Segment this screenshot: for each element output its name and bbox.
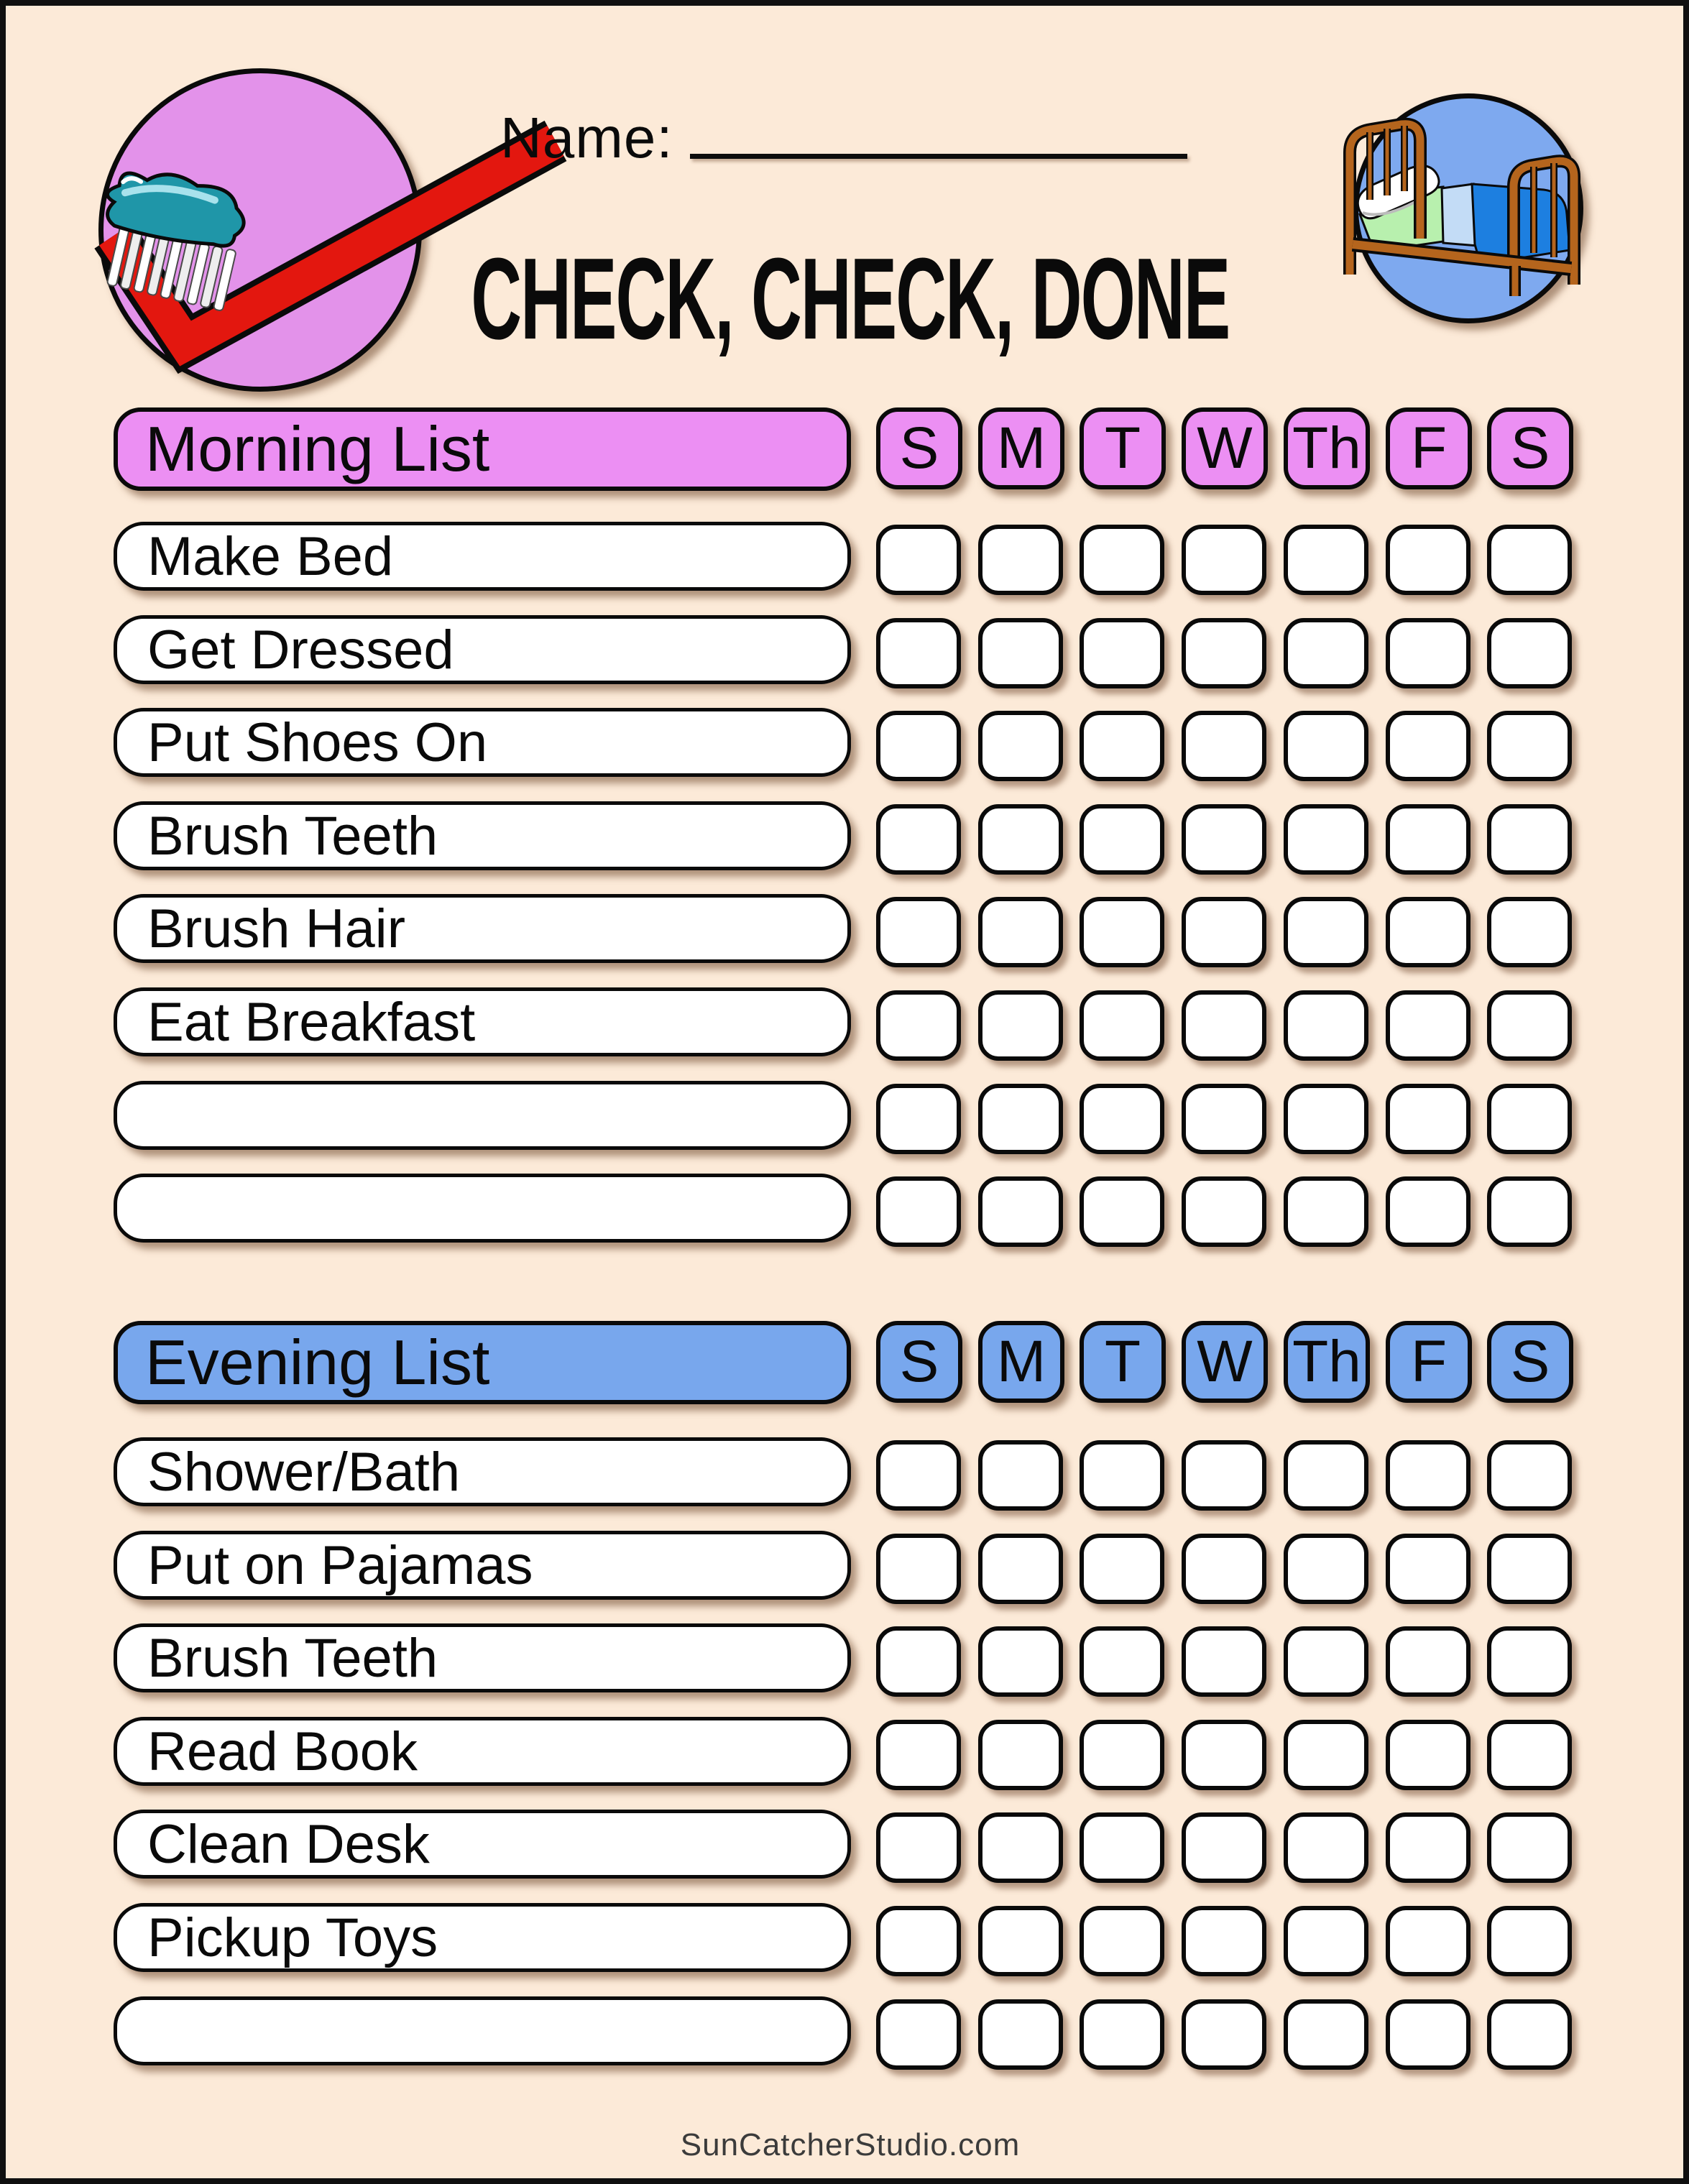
task-label: Make Bed	[147, 525, 394, 587]
evening-checkbox-F-row2[interactable]	[1386, 1534, 1471, 1604]
task-label: Read Book	[147, 1720, 418, 1782]
evening-checkbox-Th-row2[interactable]	[1284, 1534, 1368, 1604]
morning-checkbox-T-row7[interactable]	[1080, 1084, 1164, 1154]
morning-checkbox-W-row5[interactable]	[1182, 897, 1266, 967]
evening-checkbox-S-row4[interactable]	[876, 1720, 961, 1790]
morning-checkbox-S-row7[interactable]	[876, 1084, 961, 1154]
morning-checkbox-F-row7[interactable]	[1386, 1084, 1471, 1154]
morning-task-row	[114, 801, 851, 870]
page-title: CHECK, CHECK, DONE	[471, 234, 1230, 364]
morning-checkbox-S-row7[interactable]	[1487, 1084, 1572, 1154]
morning-checkbox-W-row8[interactable]	[1182, 1176, 1266, 1247]
morning-task-row	[114, 894, 851, 963]
morning-checkbox-M-row5[interactable]	[978, 897, 1063, 967]
morning-checkbox-T-row8[interactable]	[1080, 1176, 1164, 1247]
morning-checkbox-Th-row7[interactable]	[1284, 1084, 1368, 1154]
morning-checkbox-S-row5[interactable]	[1487, 897, 1572, 967]
morning-checkbox-Th-row8[interactable]	[1284, 1176, 1368, 1247]
morning-checkbox-F-row8[interactable]	[1386, 1176, 1471, 1247]
morning-day-box-M: M	[978, 407, 1064, 489]
evening-day-box-Th: Th	[1284, 1321, 1370, 1403]
morning-list-header: Morning List	[114, 407, 851, 491]
morning-task-row	[114, 1081, 851, 1150]
morning-task-row	[114, 615, 851, 684]
evening-checkbox-M-row3[interactable]	[978, 1626, 1063, 1697]
evening-day-box-T: T	[1080, 1321, 1166, 1403]
evening-checkbox-F-row1[interactable]	[1386, 1440, 1471, 1511]
task-label: Put on Pajamas	[147, 1534, 533, 1596]
morning-checkbox-S-row6[interactable]	[1487, 990, 1572, 1061]
name-label: Name:	[500, 106, 673, 170]
morning-checkbox-F-row3[interactable]	[1386, 711, 1471, 781]
morning-task-row	[114, 708, 851, 777]
evening-checkbox-S-row1[interactable]	[876, 1440, 961, 1511]
morning-checkbox-S-row1[interactable]	[876, 525, 961, 595]
morning-checkbox-Th-row3[interactable]	[1284, 711, 1368, 781]
morning-checkbox-W-row6[interactable]	[1182, 990, 1266, 1061]
morning-checkbox-S-row8[interactable]	[876, 1176, 961, 1247]
evening-checkbox-F-row7[interactable]	[1386, 1999, 1471, 2070]
morning-checkbox-W-row7[interactable]	[1182, 1084, 1266, 1154]
morning-checkbox-S-row3[interactable]	[876, 711, 961, 781]
evening-checkbox-S-row1[interactable]	[1487, 1440, 1572, 1511]
morning-checkbox-M-row2[interactable]	[978, 618, 1063, 688]
evening-checkbox-M-row5[interactable]	[978, 1812, 1063, 1883]
evening-day-box-W: W	[1182, 1321, 1268, 1403]
morning-checkbox-M-row6[interactable]	[978, 990, 1063, 1061]
evening-checkbox-Th-row1[interactable]	[1284, 1440, 1368, 1511]
evening-checkbox-Th-row7[interactable]	[1284, 1999, 1368, 2070]
morning-checkbox-T-row4[interactable]	[1080, 804, 1164, 875]
evening-task-row	[114, 1437, 851, 1506]
evening-checkbox-Th-row3[interactable]	[1284, 1626, 1368, 1697]
morning-checkbox-S-row6[interactable]	[876, 990, 961, 1061]
evening-day-box-M: M	[978, 1321, 1064, 1403]
evening-checkbox-F-row5[interactable]	[1386, 1812, 1471, 1883]
evening-checkbox-S-row7[interactable]	[1487, 1999, 1572, 2070]
evening-checkbox-T-row2[interactable]	[1080, 1534, 1164, 1604]
morning-checkbox-S-row4[interactable]	[1487, 804, 1572, 875]
evening-checkbox-M-row6[interactable]	[978, 1906, 1063, 1976]
morning-checkbox-Th-row4[interactable]	[1284, 804, 1368, 875]
morning-checkbox-F-row6[interactable]	[1386, 990, 1471, 1061]
morning-task-row	[114, 987, 851, 1056]
morning-checkbox-M-row4[interactable]	[978, 804, 1063, 875]
morning-checkbox-W-row3[interactable]	[1182, 711, 1266, 781]
evening-checkbox-F-row6[interactable]	[1386, 1906, 1471, 1976]
morning-day-box-W: W	[1182, 407, 1268, 489]
evening-checkbox-T-row1[interactable]	[1080, 1440, 1164, 1511]
morning-day-box-S: S	[1487, 407, 1573, 489]
evening-task-row	[114, 1903, 851, 1972]
morning-checkbox-Th-row2[interactable]	[1284, 618, 1368, 688]
morning-task-row	[114, 1174, 851, 1243]
morning-day-box-T: T	[1080, 407, 1166, 489]
evening-checkbox-T-row4[interactable]	[1080, 1720, 1164, 1790]
evening-checkbox-F-row3[interactable]	[1386, 1626, 1471, 1697]
task-label: Brush Teeth	[147, 805, 438, 867]
evening-checkbox-S-row6[interactable]	[1487, 1906, 1572, 1976]
evening-checkbox-Th-row5[interactable]	[1284, 1812, 1368, 1883]
evening-checkbox-T-row5[interactable]	[1080, 1812, 1164, 1883]
evening-checkbox-W-row4[interactable]	[1182, 1720, 1266, 1790]
evening-checkbox-S-row2[interactable]	[876, 1534, 961, 1604]
morning-checkbox-F-row2[interactable]	[1386, 618, 1471, 688]
evening-day-box-F: F	[1386, 1321, 1472, 1403]
morning-checkbox-T-row3[interactable]	[1080, 711, 1164, 781]
task-label: Get Dressed	[147, 619, 454, 681]
task-label: Eat Breakfast	[147, 991, 476, 1053]
morning-checkbox-T-row2[interactable]	[1080, 618, 1164, 688]
morning-checkbox-T-row1[interactable]	[1080, 525, 1164, 595]
evening-checkbox-W-row2[interactable]	[1182, 1534, 1266, 1604]
task-label: Pickup Toys	[147, 1907, 438, 1968]
evening-checkbox-W-row7[interactable]	[1182, 1999, 1266, 2070]
morning-checkbox-W-row4[interactable]	[1182, 804, 1266, 875]
bed-badge-circle	[1353, 93, 1583, 323]
evening-checkbox-T-row6[interactable]	[1080, 1906, 1164, 1976]
morning-day-box-F: F	[1386, 407, 1472, 489]
morning-checkbox-F-row5[interactable]	[1386, 897, 1471, 967]
task-label: Put Shoes On	[147, 711, 488, 773]
evening-checkbox-T-row3[interactable]	[1080, 1626, 1164, 1697]
morning-task-row	[114, 522, 851, 591]
evening-checkbox-S-row4[interactable]	[1487, 1720, 1572, 1790]
evening-checkbox-W-row6[interactable]	[1182, 1906, 1266, 1976]
morning-checkbox-F-row4[interactable]	[1386, 804, 1471, 875]
evening-task-row	[114, 1810, 851, 1879]
evening-checkbox-W-row3[interactable]	[1182, 1626, 1266, 1697]
evening-checkbox-W-row1[interactable]	[1182, 1440, 1266, 1511]
morning-day-box-Th: Th	[1284, 407, 1370, 489]
task-label: Clean Desk	[147, 1813, 430, 1875]
morning-checkbox-T-row5[interactable]	[1080, 897, 1164, 967]
evening-checkbox-S-row3[interactable]	[876, 1626, 961, 1697]
evening-checkbox-M-row2[interactable]	[978, 1534, 1063, 1604]
task-label: Shower/Bath	[147, 1441, 461, 1503]
evening-checkbox-M-row4[interactable]	[978, 1720, 1063, 1790]
evening-checkbox-S-row3[interactable]	[1487, 1626, 1572, 1697]
evening-task-row	[114, 1717, 851, 1786]
morning-day-box-S: S	[876, 407, 962, 489]
evening-checkbox-S-row6[interactable]	[876, 1906, 961, 1976]
morning-checkbox-S-row2[interactable]	[1487, 618, 1572, 688]
evening-task-row	[114, 1623, 851, 1692]
morning-checkbox-S-row4[interactable]	[876, 804, 961, 875]
morning-checkbox-S-row5[interactable]	[876, 897, 961, 967]
evening-checkbox-F-row4[interactable]	[1386, 1720, 1471, 1790]
morning-checkbox-M-row3[interactable]	[978, 711, 1063, 781]
morning-checkbox-Th-row6[interactable]	[1284, 990, 1368, 1061]
evening-checkbox-S-row2[interactable]	[1487, 1534, 1572, 1604]
morning-checkbox-S-row2[interactable]	[876, 618, 961, 688]
evening-checkbox-Th-row6[interactable]	[1284, 1906, 1368, 1976]
morning-checkbox-M-row7[interactable]	[978, 1084, 1063, 1154]
evening-task-row	[114, 1531, 851, 1600]
morning-checkbox-Th-row1[interactable]	[1284, 525, 1368, 595]
evening-checkbox-M-row7[interactable]	[978, 1999, 1063, 2070]
task-label: Brush Teeth	[147, 1627, 438, 1689]
evening-checkbox-W-row5[interactable]	[1182, 1812, 1266, 1883]
evening-checkbox-T-row7[interactable]	[1080, 1999, 1164, 2070]
morning-checkbox-T-row6[interactable]	[1080, 990, 1164, 1061]
morning-checkbox-M-row8[interactable]	[978, 1176, 1063, 1247]
morning-checkbox-W-row1[interactable]	[1182, 525, 1266, 595]
evening-checkbox-S-row5[interactable]	[876, 1812, 961, 1883]
morning-checkbox-F-row1[interactable]	[1386, 525, 1471, 595]
evening-list-header: Evening List	[114, 1321, 851, 1404]
evening-day-box-S: S	[876, 1321, 962, 1403]
evening-day-box-S: S	[1487, 1321, 1573, 1403]
name-blank-line[interactable]	[690, 154, 1187, 159]
evening-checkbox-Th-row4[interactable]	[1284, 1720, 1368, 1790]
morning-checkbox-S-row1[interactable]	[1487, 525, 1572, 595]
morning-checkbox-M-row1[interactable]	[978, 525, 1063, 595]
morning-checkbox-S-row8[interactable]	[1487, 1176, 1572, 1247]
evening-checkbox-S-row5[interactable]	[1487, 1812, 1572, 1883]
evening-task-row	[114, 1996, 851, 2065]
morning-checkbox-W-row2[interactable]	[1182, 618, 1266, 688]
morning-checkbox-S-row3[interactable]	[1487, 711, 1572, 781]
task-label: Brush Hair	[147, 898, 405, 959]
evening-checkbox-M-row1[interactable]	[978, 1440, 1063, 1511]
evening-checkbox-S-row7[interactable]	[876, 1999, 961, 2070]
morning-checkbox-Th-row5[interactable]	[1284, 897, 1368, 967]
footer-credit: SunCatcherStudio.com	[680, 2127, 1021, 2162]
